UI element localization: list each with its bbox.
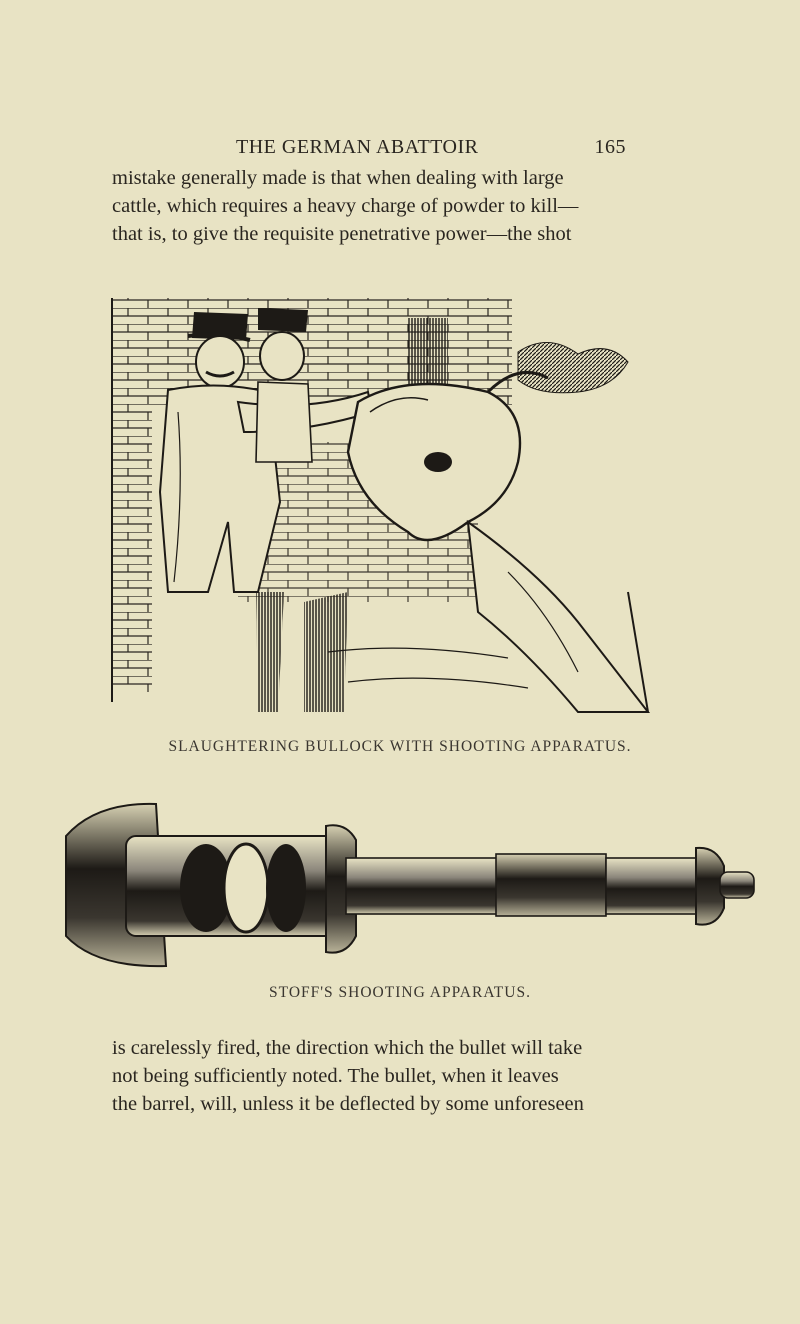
text-line: is carelessly fired, the direction which the bullet will take	[112, 1037, 583, 1059]
text-line: that is, to give the requisite penetrative power—the shot	[112, 223, 572, 245]
text-line: mistake generally made is that when dealing with large	[112, 167, 564, 189]
text-line: cattle, which requires a heavy charge of powder to kill—	[112, 195, 579, 217]
page-number: 165	[594, 136, 626, 158]
slaughtering-illustration	[108, 292, 666, 720]
running-head	[236, 136, 626, 159]
figure-1-caption: SLAUGHTERING BULLOCK WITH SHOOTING APPARATUS.	[168, 738, 632, 755]
figure-2-caption: STOFF'S SHOOTING APPARATUS.	[269, 984, 531, 1001]
paragraph-top	[112, 164, 682, 248]
shooting-apparatus-illustration	[56, 796, 766, 974]
text-line: not being sufficiently noted. The bullet, when it leaves	[112, 1065, 559, 1087]
running-title: THE GERMAN ABATTOIR	[236, 136, 479, 158]
text-line: the barrel, will, unless it be deflected by some unforeseen	[112, 1093, 584, 1115]
paragraph-bottom	[112, 1034, 682, 1118]
